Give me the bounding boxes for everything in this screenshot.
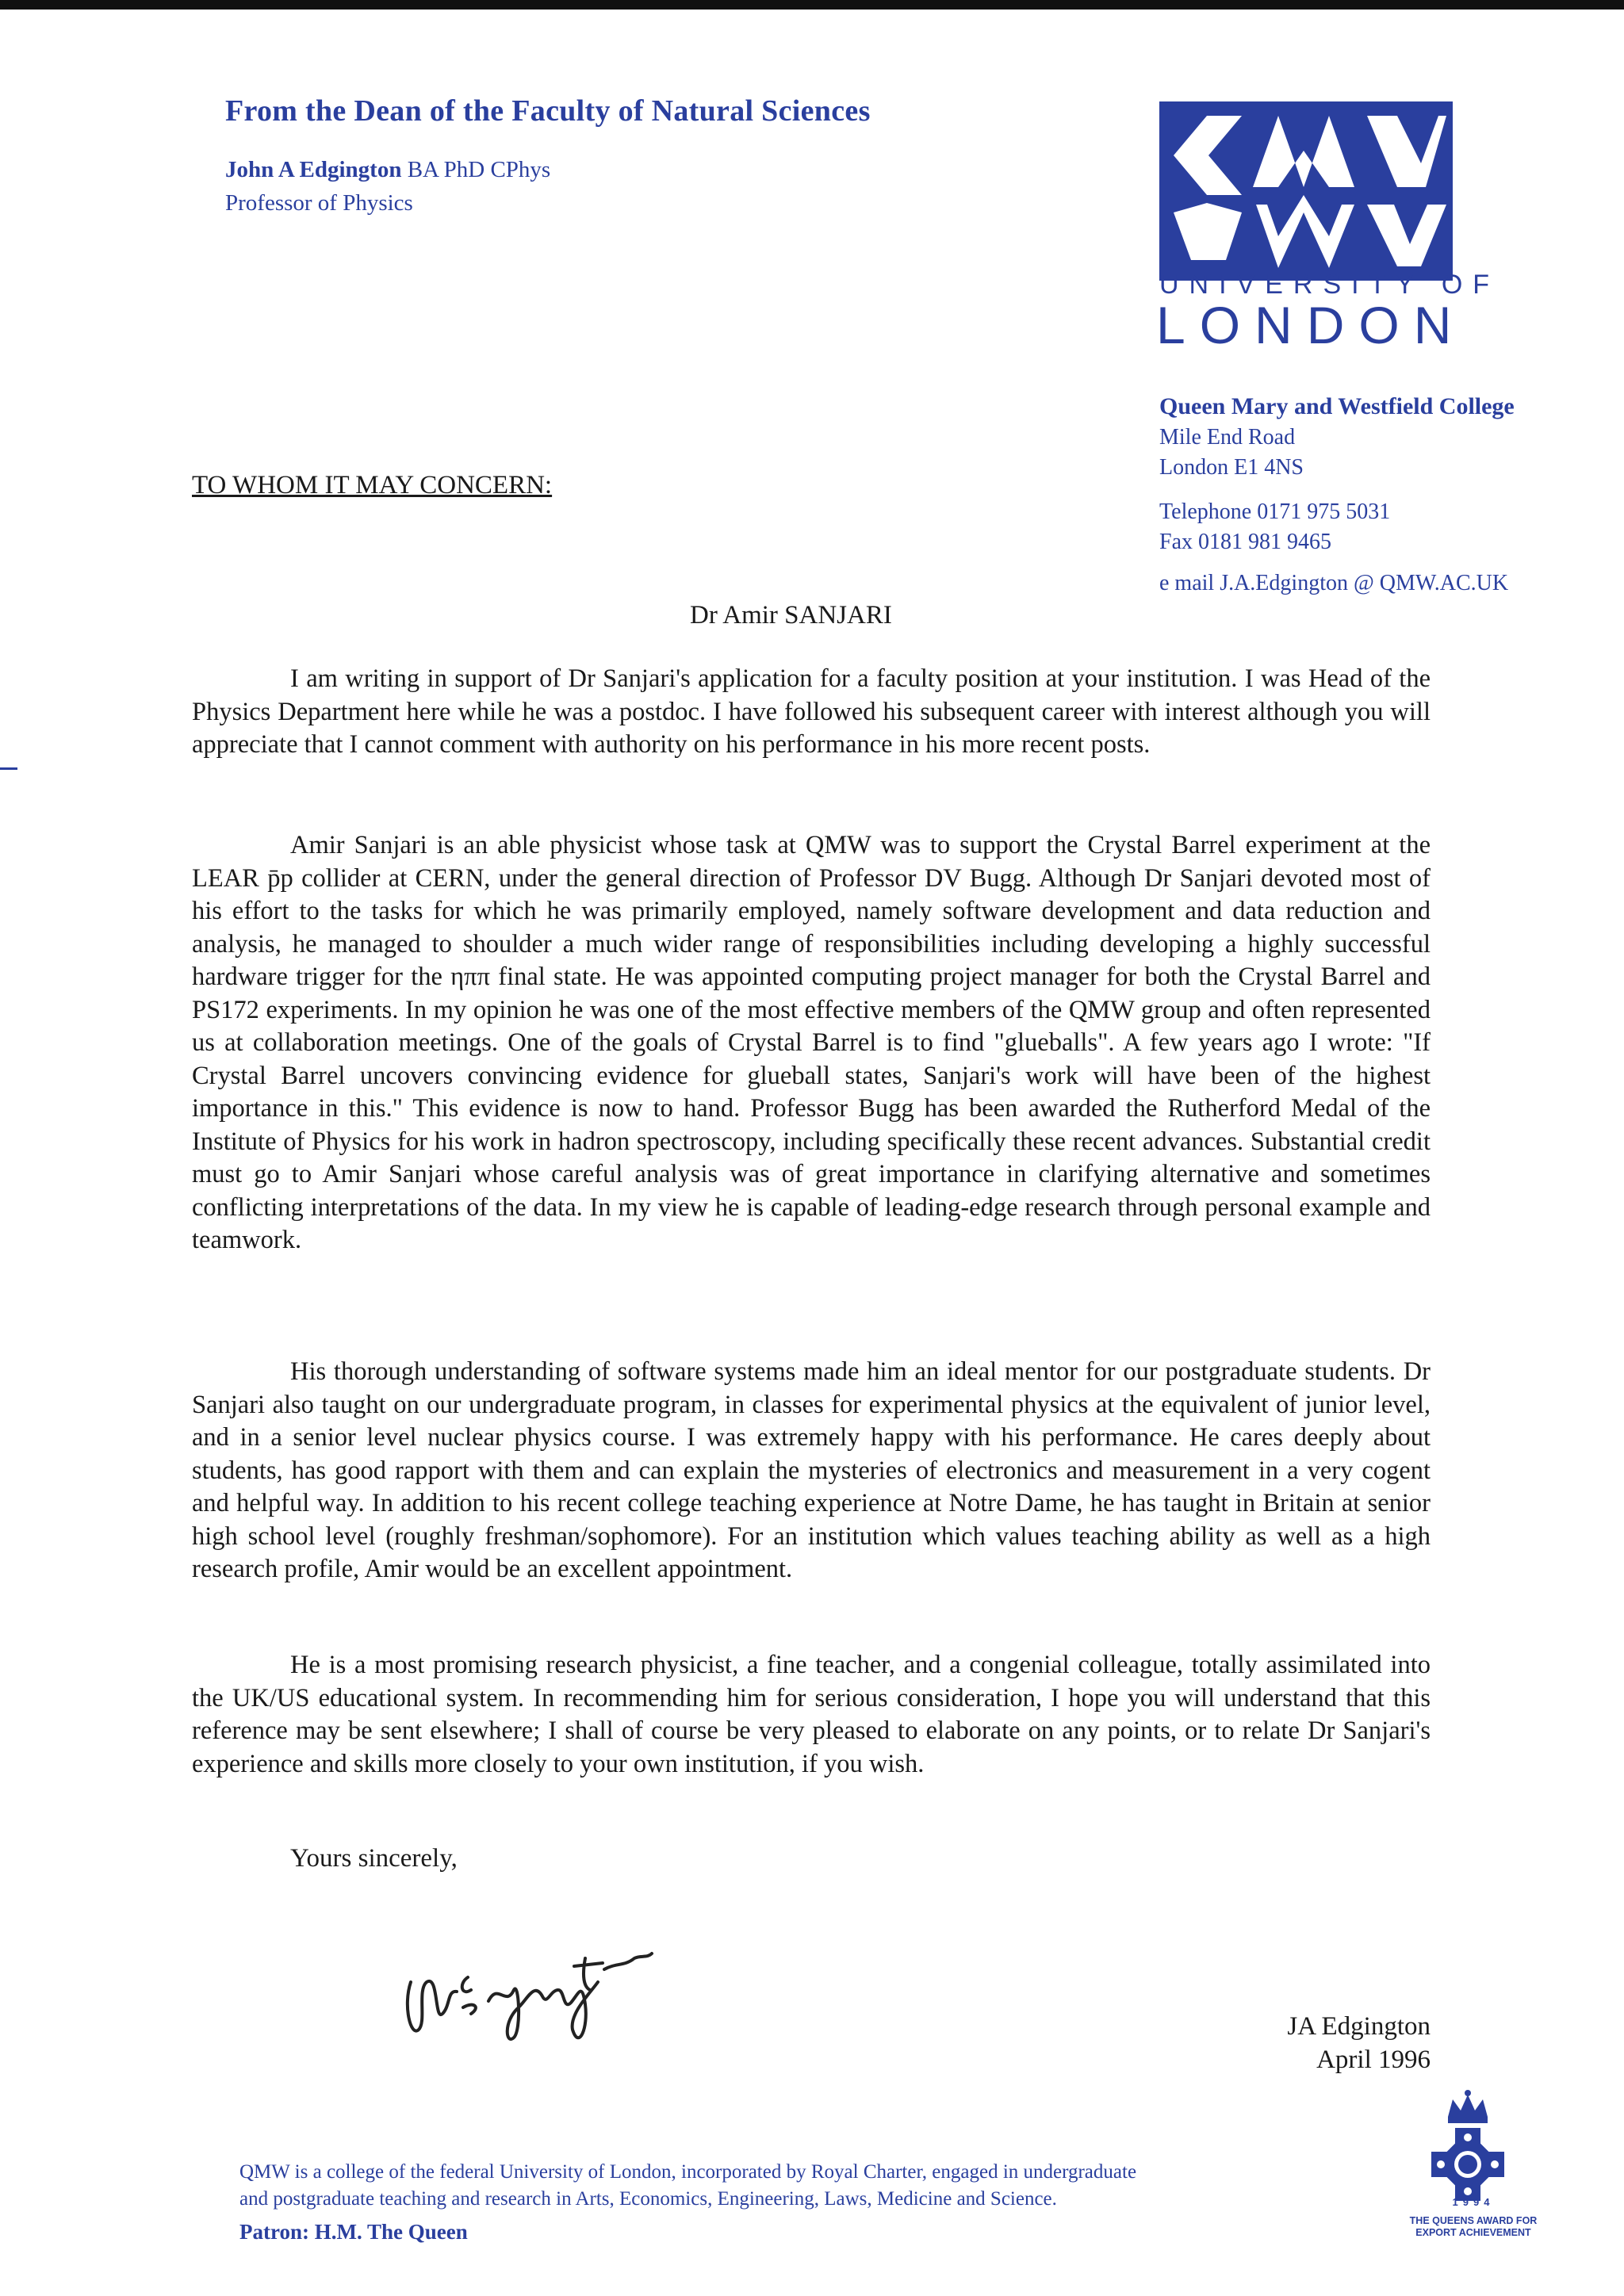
paragraph-1-text: I am writing in support of Dr Sanjari's application for a faculty position at your institution. I was Head of the Physics Department here while he was a postdoc. I have followed his subsequent career with interest although you will appreciate that I cannot comment with authority on his performance in his more recent posts.: [192, 664, 1431, 759]
letter-subject: Dr Amir SANJARI: [690, 601, 892, 629]
footer-line-2: and postgraduate teaching and research in Arts, Economics, Engineering, Laws, Medicine and Science.: [239, 2188, 1057, 2210]
closing: Yours sincerely,: [290, 1844, 458, 1873]
paragraph-3-text: His thorough understanding of software systems made him an ideal mentor for our postgraduate students. Dr Sanjari also taught on our undergraduate program, in classes for experimental physics at the equivalent of junior level, and in a senior level nuclear physics course. I was extremely happy with his performance. He cares deeply about students, has good rapport with them and can explain the mysteries of electronics and measurement in a very cogent and helpful way. In addition to his recent college teaching experience at Notre Dame, he has taught in Britain at senior high school level (roughly freshman/sophomore). For an institution which values teaching ability as well as a high research profile, Amir would be an excellent appointment.: [192, 1357, 1431, 1583]
paragraph-1: [192, 663, 1431, 762]
scan-top-edge: [0, 0, 1624, 10]
paragraph-4-text: He is a most promising research physicist, a fine teacher, and a congenial colleague, totally assimilated into the UK/US educational system. In recommending him for serious consideration, I hope you will understand that this reference may be sent elsewhere; I shall of course be very pleased to elaborate on any points, or to relate Dr Sanjari's experience and skills more closely to your own institution, if you wish.: [192, 1651, 1431, 1778]
dean-role: Professor of Physics: [225, 190, 413, 216]
paragraph-2: [192, 829, 1431, 1257]
fax: Fax 0181 981 9465: [1159, 530, 1331, 554]
award-year: 1994: [1452, 2196, 1495, 2208]
address-street: Mile End Road: [1159, 425, 1296, 450]
award-text: THE QUEENS AWARD FOR EXPORT ACHIEVEMENT: [1409, 2215, 1538, 2238]
footer-patron: Patron: H.M. The Queen: [239, 2220, 468, 2244]
email: e mail J.A.Edgington @ QMW.AC.UK: [1159, 571, 1509, 595]
address-city: London E1 4NS: [1159, 455, 1304, 480]
dean-name-line: [225, 157, 550, 183]
letter-date: April 1996: [1316, 2045, 1431, 2074]
footer-line-1: QMW is a college of the federal University of London, incorporated by Royal Charter, engaged in undergraduate: [239, 2161, 1137, 2183]
margin-mark: [0, 767, 17, 770]
paragraph-4: [192, 1649, 1431, 1781]
handwritten-signature: [395, 1934, 657, 2053]
telephone: Telephone 0171 975 5031: [1159, 499, 1391, 524]
salutation: TO WHOM IT MAY CONCERN:: [192, 471, 553, 499]
logo-london: LONDON: [1156, 296, 1466, 354]
dean-title: From the Dean of the Faculty of Natural Sciences: [225, 94, 871, 128]
paragraph-2-text: Amir Sanjari is an able physicist whose task at QMW was to support the Crystal Barrel experiment at the LEAR p̄p collider at CERN, under the general direction of Professor DV Bugg. Although Dr Sanjari devoted most of his effort to the tasks for which he was primarily employed, namely software development and data reduction and analysis, he managed to shoulder a much wider range of responsibilities including developing a highly successful hardware trigger for the ηππ final state. He was appointed computing project manager for both the Crystal Barrel and PS172 experiments. In my opinion he was one of the most effective members of the QMW group and often represented us at collaboration meetings. One of the goals of Crystal Barrel is to find "glueballs". A few years ago I wrote: "If Crystal Barrel uncovers convincing evidence for glueball states, Sanjari's work will have been of the highest importance in this." This evidence is now to hand. Professor Bugg has been awarded the Rutherford Medal of the Institute of Physics for his work in hadron spectroscopy, including specifically these recent advances. Substantial credit must go to Amir Sanjari whose careful analysis was of great importance in clarifying alternative and sometimes conflicting interpretations of the data. In my view he is capable of leading-edge research through personal example and teamwork.: [192, 831, 1431, 1254]
dean-name: John A Edgington: [225, 157, 402, 182]
logo-university-of: UNIVERSITY OF: [1159, 270, 1500, 300]
dean-degrees: BA PhD CPhys: [407, 157, 551, 182]
signature-name: JA Edgington: [1287, 2012, 1431, 2041]
qmw-logo: [1159, 101, 1453, 281]
paragraph-3: [192, 1356, 1431, 1586]
college-name: Queen Mary and Westfield College: [1159, 393, 1515, 419]
